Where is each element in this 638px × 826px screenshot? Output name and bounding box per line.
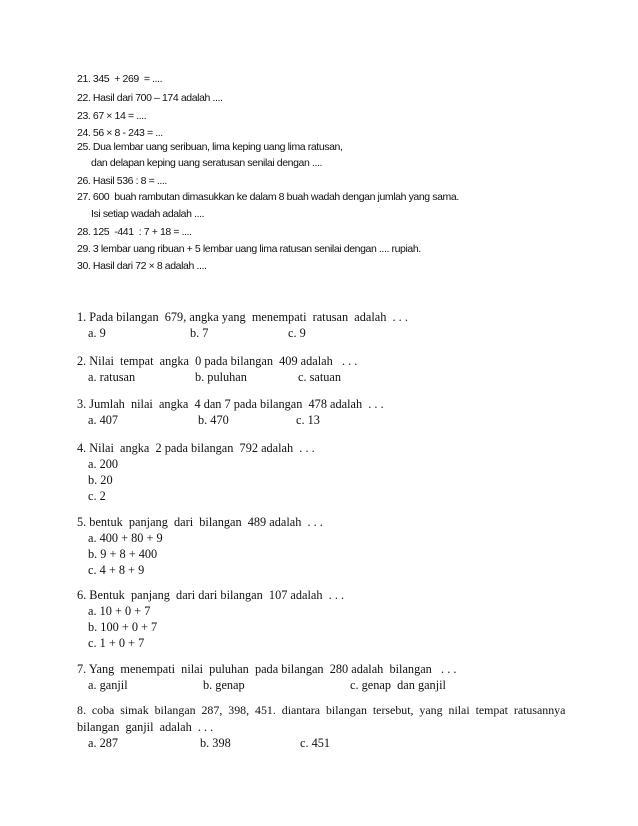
list-item-30: 30. Hasil dari 72 × 8 adalah .... [77,260,207,272]
list-item-26: 26. Hasil 536 : 8 = .... [77,175,167,187]
question-5-option-a: a. 400 + 80 + 9 [88,531,163,545]
question-7-option-a: a. ganjil [88,678,128,692]
question-5-text: 5. bentuk panjang dari bilangan 489 adalah . . . [77,515,323,529]
list-item-27: 27. 600 buah rambutan dimasukkan ke dalam 8 buah wadah dengan jumlah yang sama. [77,191,459,203]
question-8-text-cont: bilangan ganjil adalah . . . [77,720,214,734]
question-4-option-c: c. 2 [88,489,106,503]
question-6-option-c: c. 1 + 0 + 7 [88,636,145,650]
question-2-option-b: b. puluhan [195,370,247,384]
question-1-option-a: a. 9 [88,326,106,340]
question-8-option-c: c. 451 [300,736,331,750]
list-item-23: 23. 67 × 14 = .... [77,110,147,122]
question-2-text: 2. Nilai tempat angka 0 pada bilangan 409 adalah . . . [77,354,358,368]
question-1-text: 1. Pada bilangan 679, angka yang menempati ratusan adalah . . . [77,310,408,324]
question-5-option-b: b. 9 + 8 + 400 [88,547,158,561]
list-item-25-cont: dan delapan keping uang seratusan senilai dengan .... [91,157,322,169]
question-6-text: 6. Bentuk panjang dari dari bilangan 107 adalah . . . [77,588,345,602]
question-4-option-b: b. 20 [88,473,113,487]
question-4-text: 4. Nilai angka 2 pada bilangan 792 adalah . . . [77,441,315,455]
question-4-option-a: a. 200 [88,457,119,471]
question-3-option-b: b. 470 [198,413,229,427]
question-3-option-c: c. 13 [296,413,320,427]
list-item-21: 21. 345 + 269 = .... [77,73,163,85]
list-item-28: 28. 125 -441 : 7 + 18 = .... [77,226,192,238]
question-1-option-c: c. 9 [288,326,306,340]
question-7-option-c: c. genap dan ganjil [350,678,446,692]
list-item-22: 22. Hasil dari 700 – 174 adalah .... [77,92,223,104]
list-item-29: 29. 3 lembar uang ribuan + 5 lembar uang lima ratusan senilai dengan .... rupiah. [77,243,421,255]
question-7-option-b: b. genap [203,678,245,692]
question-6-option-b: b. 100 + 0 + 7 [88,620,158,634]
question-3-text: 3. Jumlah nilai angka 4 dan 7 pada bilangan 478 adalah . . . [77,397,384,411]
question-3-option-a: a. 407 [88,413,119,427]
question-5-option-c: c. 4 + 8 + 9 [88,563,145,577]
list-item-24: 24. 56 × 8 - 243 = ... [77,127,163,139]
question-7-text: 7. Yang menempati nilai puluhan pada bilangan 280 adalah bilangan . . . [77,662,457,676]
question-8-option-b: b. 398 [200,736,231,750]
list-item-25: 25. Dua lembar uang seribuan, lima keping uang lima ratusan, [77,141,343,153]
question-8-text: 8. coba simak bilangan 287, 398, 451. diantara bilangan tersebut, yang nilai tempat ratusannya [77,703,566,717]
question-6-option-a: a. 10 + 0 + 7 [88,604,151,618]
question-8-option-a: a. 287 [88,736,119,750]
question-2-option-a: a. ratusan [88,370,136,384]
question-2-option-c: c. satuan [298,370,342,384]
question-1-option-b: b. 7 [190,326,209,340]
list-item-27-cont: Isi setiap wadah adalah .... [91,208,205,220]
